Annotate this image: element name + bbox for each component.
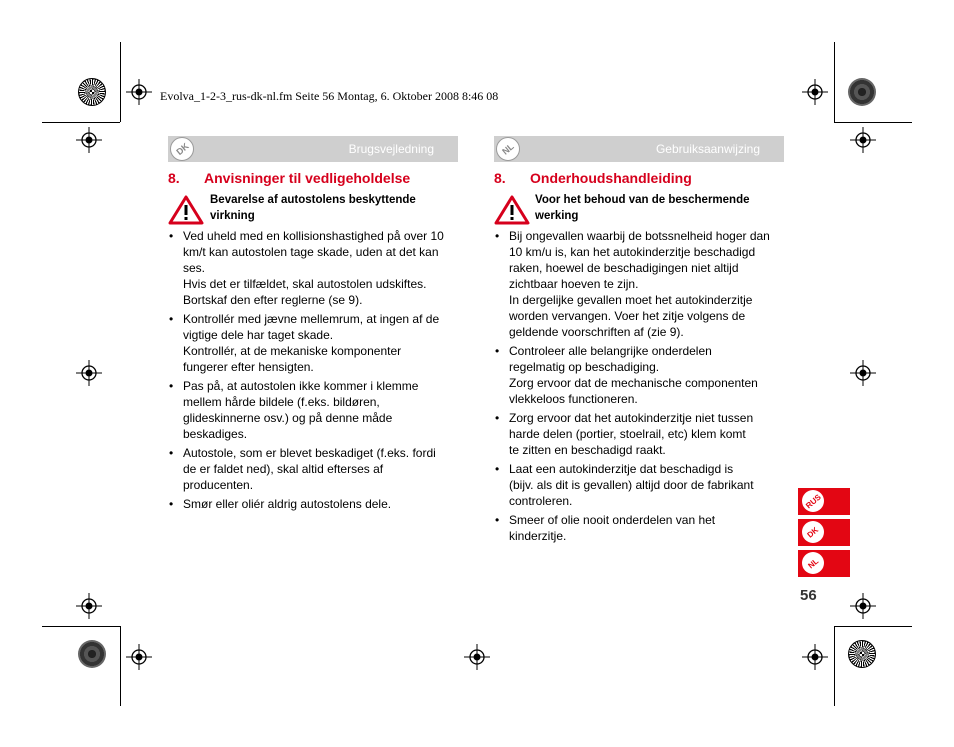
right-header-label: Gebruiksaanwijzing — [655, 142, 760, 156]
registration-mark-icon — [76, 127, 102, 153]
list-item: • Ved uheld med en kollisionshastighed på over 10 km/t kan autostolen tage skade, uden at det kan ses. Hvis det er tilfældet, skal autostolen udskiftes. Bortskaf den efter reglerne (se 9). — [169, 229, 444, 307]
list-item: • Kontrollér med jævne mellemrum, at ingen af de vigtige dele har taget skade. Kontrollér, at de mekaniske komponenter fungerer efter hensigten. — [169, 312, 440, 374]
star-target-icon — [848, 640, 876, 668]
right-maintenance-list — [495, 228, 790, 547]
list-item: • Zorg ervoor dat het autokinderzitje niet tussen harde delen (portier, stoelrail, etc) klem komt te zitten en beschadigd raakt. — [495, 411, 754, 457]
warning-triangle-icon — [494, 195, 530, 225]
registration-mark-icon — [464, 644, 490, 670]
print-header: Evolva_1-2-3_rus-dk-nl.fm Seite 56 Montag, 6. Oktober 2008 8:46 08 — [160, 89, 499, 103]
color-target-icon — [848, 78, 876, 106]
list-item: • Smeer of olie nooit onderdelen van het kinderzitje. — [495, 513, 716, 543]
right-section-title: 8. Onderhoudshandleiding — [494, 170, 692, 186]
registration-mark-icon — [76, 593, 102, 619]
page-number: 56 — [800, 587, 817, 604]
color-target-icon — [78, 640, 106, 668]
list-item: • Autostole, som er blevet beskadiget (f.eks. fordi de er faldet ned), skal altid efterses af producenten. — [169, 446, 436, 492]
language-badge-nl: NL — [802, 552, 824, 574]
side-tab-nl[interactable] — [798, 550, 850, 577]
registration-mark-icon — [850, 127, 876, 153]
left-header-bar — [168, 136, 458, 162]
registration-mark-icon — [802, 644, 828, 670]
registration-mark-icon — [802, 79, 828, 105]
list-item: • Bij ongevallen waarbij de botssnelheid hoger dan 10 km/u is, kan het autokinderzitje beschadigd raken, hoewel de beschadigingen niet altijd zichtbaar hoeven te zijn. In dergelijke gevallen moet het autokinderzitje worden vervangen. Voer het zitje volgens de geldende voorschriften af (zie 9). — [495, 229, 770, 339]
list-item: • Pas på, at autostolen ikke kommer i klemme mellem hårde bildele (f.eks. bildøren, glideskinnerne osv.) og på denne måde beskadiges. — [169, 379, 419, 441]
list-item: • Laat een autokinderzitje dat beschadigd is (bijv. als dit is gevallen) altijd door de fabrikant controleren. — [495, 462, 754, 508]
language-badge-dk: DK — [170, 137, 194, 161]
registration-mark-icon — [850, 360, 876, 386]
registration-mark-icon — [76, 360, 102, 386]
star-target-icon — [78, 78, 106, 106]
language-badge-rus: RUS — [802, 490, 824, 512]
list-item: • Controleer alle belangrijke onderdelen regelmatig op beschadiging. Zorg ervoor dat de mechanische componenten vlekkeloos functioneren. — [495, 344, 758, 406]
left-header-label: Brugsvejledning — [348, 142, 434, 156]
right-warning-title: Voor het behoud van de beschermende werking — [535, 194, 750, 222]
registration-mark-icon — [126, 644, 152, 670]
list-item: • Smør eller oliér aldrig autostolens dele. — [169, 497, 392, 511]
language-badge-dk: DK — [802, 521, 824, 543]
warning-triangle-icon — [168, 195, 204, 225]
left-maintenance-list — [169, 228, 464, 515]
side-tab-rus[interactable] — [798, 488, 850, 515]
registration-mark-icon — [850, 593, 876, 619]
right-header-bar — [494, 136, 784, 162]
language-badge-nl: NL — [496, 137, 520, 161]
left-section-title: 8. Anvisninger til vedligeholdelse — [168, 170, 411, 186]
side-tab-dk[interactable] — [798, 519, 850, 546]
registration-mark-icon — [126, 79, 152, 105]
left-warning-title: Bevarelse af autostolens beskyttende virkning — [210, 194, 416, 222]
